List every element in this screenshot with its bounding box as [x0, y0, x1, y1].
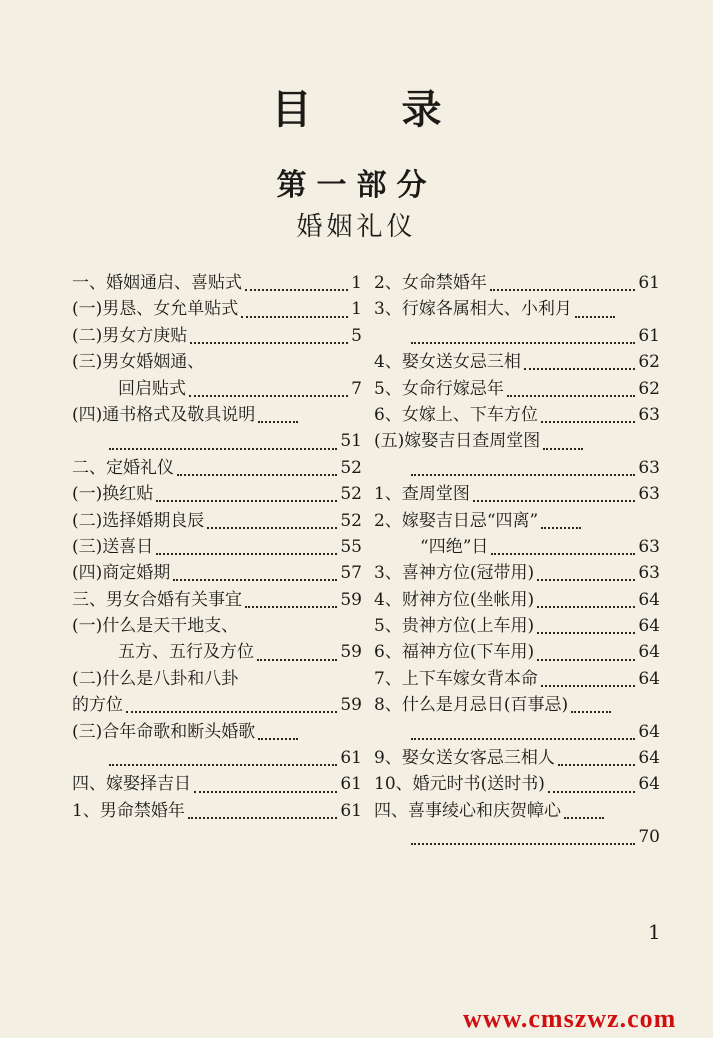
toc-entry [374, 560, 660, 586]
toc-entry [72, 560, 362, 586]
toc-entry-label: (三)合年命歌和断头婚歌 [72, 721, 256, 742]
toc-entry [374, 745, 660, 771]
toc-entry [72, 745, 362, 771]
dot-leader [207, 521, 337, 529]
toc-entry [72, 508, 362, 534]
dot-leader [173, 573, 337, 581]
toc-entry [72, 455, 362, 481]
dot-leader [109, 758, 337, 766]
toc-entry [72, 798, 362, 824]
toc-entry-label: 4、娶女送女忌三相 [374, 352, 521, 373]
dot-leader [245, 283, 348, 291]
dot-leader [575, 310, 615, 318]
toc-entry-page: 63 [638, 536, 660, 557]
toc-entry [374, 481, 660, 507]
toc-entry-page: 62 [638, 352, 660, 373]
toc-entry [72, 613, 362, 639]
toc-entry-page: 52 [340, 457, 362, 478]
toc-entry-label: 回启贴式 [118, 378, 186, 399]
toc-entry-page: 52 [340, 510, 362, 531]
toc-entry-page: 61 [638, 325, 660, 346]
toc-left-column [72, 270, 362, 824]
toc-entry-page: 63 [638, 484, 660, 505]
toc-entry-page: 52 [340, 484, 362, 505]
toc-entry-label: 5、贵神方位(上车用) [374, 616, 535, 637]
toc-entry-label: 2、嫁娶吉日忌“四离” [374, 510, 539, 531]
dot-leader [257, 653, 337, 661]
dot-leader [543, 442, 583, 450]
toc-entry-label: “四绝”日 [420, 536, 489, 557]
dot-leader [548, 785, 635, 793]
dot-leader [411, 837, 635, 845]
toc-entry-label: 的方位 [72, 695, 123, 716]
toc-entry-label: 1、查周堂图 [374, 484, 470, 505]
toc-entry [72, 666, 362, 692]
watermark: www.cmszwz.com [463, 1004, 677, 1033]
toc-entry-label: (一)什么是天干地支、 [72, 616, 239, 637]
dot-leader [524, 362, 636, 370]
toc-entry-page: 64 [638, 668, 660, 689]
toc-entry [374, 798, 660, 824]
toc-entry [374, 508, 660, 534]
dot-leader [156, 547, 337, 555]
toc-entry [374, 296, 660, 322]
dot-leader [411, 732, 635, 740]
dot-leader [541, 679, 636, 687]
dot-leader [258, 732, 298, 740]
toc-entry [374, 719, 660, 745]
toc-entry [72, 692, 362, 718]
toc-entry-page: 7 [351, 378, 362, 399]
dot-leader [537, 626, 635, 634]
dot-leader [411, 336, 635, 344]
toc-entry [72, 323, 362, 349]
toc-entry [72, 402, 362, 428]
toc-entry-page: 64 [638, 748, 660, 769]
toc-entry [374, 692, 660, 718]
toc-entry-page: 63 [638, 563, 660, 584]
toc-entry [374, 639, 660, 665]
toc-entry-label: 6、福神方位(下车用) [374, 642, 535, 663]
toc-entry-label: (三)送喜日 [72, 536, 154, 557]
dot-leader [541, 415, 636, 423]
toc-entry-label: 6、女嫁上、下车方位 [374, 404, 538, 425]
dot-leader [564, 811, 604, 819]
toc-entry [374, 666, 660, 692]
toc-entry [374, 824, 660, 850]
toc-entry-label: (四)通书格式及敬具说明 [72, 404, 256, 425]
dot-leader [177, 468, 337, 476]
toc-entry [374, 270, 660, 296]
toc-entry-page: 1 [351, 299, 362, 320]
dot-leader [126, 705, 337, 713]
dot-leader [190, 336, 348, 344]
toc-entry [374, 376, 660, 402]
toc-entry [374, 402, 660, 428]
toc-entry-label: 1、男命禁婚年 [72, 800, 185, 821]
toc-entry-page: 64 [638, 642, 660, 663]
part-heading: 第一部分 [276, 168, 437, 203]
toc-entry-page: 59 [340, 695, 362, 716]
toc-entry-page: 64 [638, 721, 660, 742]
toc-entry-label: 一、婚姻通启、喜贴式 [72, 273, 242, 293]
toc-entry [72, 587, 362, 613]
dot-leader [156, 494, 337, 502]
toc-entry-label: 二、定婚礼仪 [72, 457, 174, 478]
dot-leader [537, 573, 635, 581]
toc-entry-label: 3、喜神方位(冠带用) [374, 563, 535, 584]
dot-leader [490, 283, 636, 291]
dot-leader [507, 389, 636, 397]
toc-entry [72, 376, 362, 402]
toc-entry-page: 61 [340, 800, 362, 821]
toc-entry-page: 64 [638, 616, 660, 637]
dot-leader [537, 600, 635, 608]
toc-entry [72, 639, 362, 665]
toc-entry [374, 323, 660, 349]
toc-entry-label: 4、财神方位(坐帐用) [374, 589, 535, 610]
toc-entry-label: 10、婚元时书(送时书) [374, 774, 545, 795]
toc-entry-label: 7、上下车嫁女背本命 [374, 668, 538, 689]
toc-entry-page: 63 [638, 457, 660, 478]
toc-entry [72, 428, 362, 454]
dot-leader [571, 705, 611, 713]
toc-entry-page: 1 [351, 273, 362, 293]
toc-entry-label: (一)换红贴 [72, 484, 154, 505]
dot-leader [189, 389, 348, 397]
page-number: 1 [648, 920, 661, 944]
toc-entry [374, 771, 660, 797]
toc-entry-page: 61 [340, 748, 362, 769]
toc-entry-label: 5、女命行嫁忌年 [374, 378, 504, 399]
dot-leader [241, 310, 348, 318]
toc-entry-label: 三、男女合婚有关事宜 [72, 589, 242, 610]
toc-entry-label: 五方、五行及方位 [118, 642, 254, 663]
toc-entry-page: 70 [638, 827, 660, 848]
toc-entry [374, 455, 660, 481]
toc-entry-label: (四)商定婚期 [72, 563, 171, 584]
toc-entry [72, 270, 362, 296]
toc-entry [374, 587, 660, 613]
toc-entry-page: 62 [638, 378, 660, 399]
toc-entry [72, 771, 362, 797]
toc-entry-page: 59 [340, 642, 362, 663]
toc-entry-label: (二)男女方庚贴 [72, 325, 188, 346]
toc-entry-label: 2、女命禁婚年 [374, 273, 487, 293]
dot-leader [541, 521, 581, 529]
toc-entry [374, 534, 660, 560]
toc-entry [374, 428, 660, 454]
toc-entry-label: (三)男女婚姻通、 [72, 352, 205, 373]
toc-entry-label: 四、嫁娶择吉日 [72, 774, 191, 795]
dot-leader [109, 442, 337, 450]
toc-entry-label: 3、行嫁各属相大、小利月 [374, 299, 572, 320]
toc-entry-label: 8、什么是月忌日(百事忌) [374, 695, 569, 716]
toc-entry [72, 349, 362, 375]
toc-entry-label: (五)嫁娶吉日查周堂图 [374, 431, 541, 452]
toc-entry-page: 61 [638, 273, 660, 293]
toc-entry-page: 51 [340, 431, 362, 452]
toc-entry-page: 64 [638, 589, 660, 610]
toc-entry-page: 63 [638, 404, 660, 425]
toc-right-column [374, 270, 660, 851]
toc-entry-page: 61 [340, 774, 362, 795]
toc-entry-label: 四、喜事绫心和庆贺幛心 [374, 800, 561, 821]
toc-entry [72, 481, 362, 507]
dot-leader [491, 547, 635, 555]
toc-entry [374, 613, 660, 639]
toc-entry [72, 534, 362, 560]
toc-entry-label: (一)男恳、女允单贴式 [72, 299, 239, 320]
section-heading: 婚姻礼仪 [296, 212, 417, 242]
toc-entry-label: 9、娶女送女客忌三相人 [374, 748, 555, 769]
toc-entry-page: 57 [340, 563, 362, 584]
page-title: 目 录 [271, 86, 480, 133]
toc-entry [72, 719, 362, 745]
dot-leader [558, 758, 636, 766]
dot-leader [258, 415, 298, 423]
dot-leader [473, 494, 636, 502]
toc-entry-label: (二)选择婚期良辰 [72, 510, 205, 531]
toc-entry-label: (二)什么是八卦和八卦 [72, 668, 239, 689]
toc-entry-page: 59 [340, 589, 362, 610]
dot-leader [194, 785, 337, 793]
toc-entry [72, 296, 362, 322]
dot-leader [411, 468, 635, 476]
toc-entry-page: 5 [351, 325, 362, 346]
dot-leader [245, 600, 337, 608]
toc-entry-page: 55 [340, 536, 362, 557]
toc-entry-page: 64 [638, 774, 660, 795]
dot-leader [188, 811, 338, 819]
dot-leader [537, 653, 635, 661]
toc-entry [374, 349, 660, 375]
